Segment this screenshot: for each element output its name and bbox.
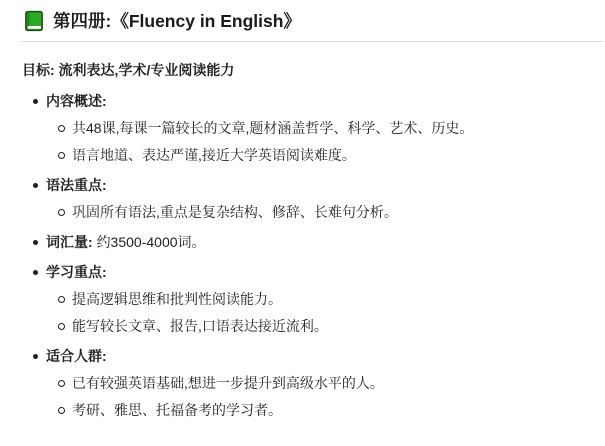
page-title-text: 第四册:《Fluency in English》 bbox=[53, 11, 301, 31]
list-item-line bbox=[20, 175, 603, 196]
list-item bbox=[20, 262, 603, 337]
green-book-icon bbox=[24, 10, 44, 32]
list-item-label: 词汇量: bbox=[46, 234, 93, 250]
list-item-line bbox=[20, 346, 603, 367]
list-item-line bbox=[20, 91, 603, 112]
list-item-label: 学习重点: bbox=[46, 264, 107, 280]
list-item-label: 语法重点: bbox=[46, 177, 107, 193]
sub-list-item: 提高逻辑思维和批判性阅读能力。 bbox=[20, 289, 603, 310]
sub-list-item: 已有较强英语基础,想进一步提升到高级水平的人。 bbox=[20, 373, 603, 394]
sub-list-item: 考研、雅思、托福备考的学习者。 bbox=[20, 400, 603, 421]
divider bbox=[20, 41, 603, 42]
list-item-line bbox=[20, 232, 603, 253]
sub-list-item: 巩固所有语法,重点是复杂结构、修辞、长难句分析。 bbox=[20, 202, 603, 223]
sub-list-item: 共48课,每课一篇较长的文章,题材涵盖哲学、科学、艺术、历史。 bbox=[20, 118, 603, 139]
goal-text: 目标: 流利表达,学术/专业阅读能力 bbox=[22, 62, 235, 78]
sub-list bbox=[20, 202, 603, 223]
list-item bbox=[20, 346, 603, 421]
sub-list bbox=[20, 118, 603, 166]
sub-list-item: 语言地道、表达严谨,接近大学英语阅读难度。 bbox=[20, 145, 603, 166]
list-item-line bbox=[20, 262, 603, 283]
page-title bbox=[24, 9, 603, 33]
list-item-label: 内容概述: bbox=[46, 93, 107, 109]
list-item-label: 适合人群: bbox=[46, 348, 107, 364]
sub-list-item: 能写较长文章、报告,口语表达接近流利。 bbox=[20, 316, 603, 337]
sub-list bbox=[20, 373, 603, 421]
feature-list bbox=[20, 91, 603, 421]
list-item-inline-text: 约3500-4000词。 bbox=[96, 234, 206, 250]
list-item bbox=[20, 91, 603, 166]
sub-list bbox=[20, 289, 603, 337]
list-item bbox=[20, 175, 603, 223]
list-item bbox=[20, 232, 603, 253]
